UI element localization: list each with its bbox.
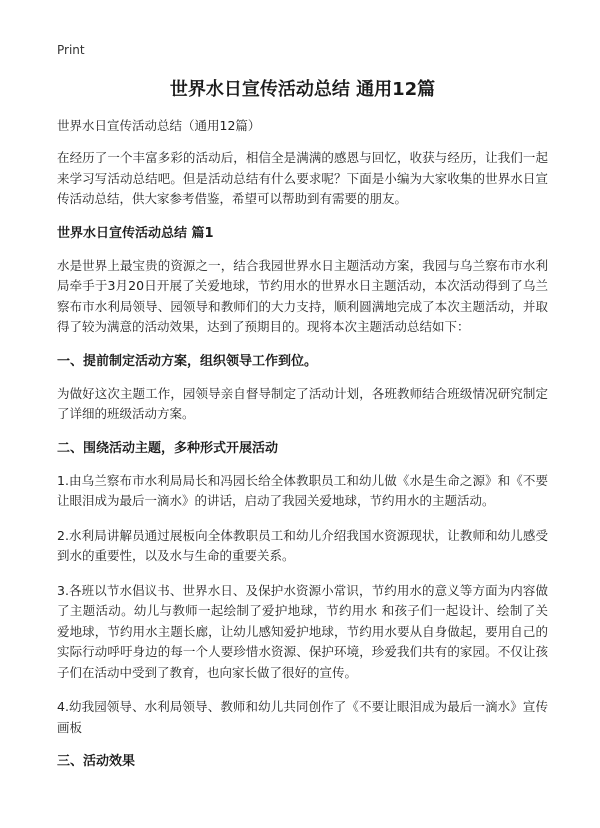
part-heading: 世界水日宣传活动总结 篇1 [57,225,214,241]
list-item-2: 2.水利局讲解员通过展板向全体教职员工和幼儿介绍我国水资源现状，让教师和幼儿感受到水的重要性，以及水与生命的重要关系。 [57,527,548,563]
list-item-1: 1.由乌兰察布市水利局局长和冯园长给全体教职员工和幼儿做《水是生命之源》和《不要让眼泪成为最后一滴水》的讲话，启动了我园关爱地球，节约用水的主题活动。 [57,472,548,508]
part-intro-paragraph: 水是世界上最宝贵的资源之一，结合我园世界水日主题活动方案，我园与乌兰察布市水利局牵手于3月20日开展了关爱地球，节约用水的世界水日主题活动，本次活动得到了乌兰察布市水利局领导、园领导和教师们的大力支持，顺利圆满地完成了本次主题活动，并取得了较为满意的活动效果，达到了预期目的。现将本次主题活动总结如下： [57,257,548,334]
section-2-heading: 二、围绕活动主题，多种形式开展活动 [57,440,279,456]
section-1-heading: 一、提前制定活动方案，组织领导工作到位。 [57,353,318,369]
document-title: 世界水日宣传活动总结 通用12篇 [169,79,436,100]
list-item-3: 3.各班以节水倡议书、世界水日、及保护水资源小常识，节约用水的意义等方面为内容做了主题活动。幼儿与教师一起绘制了爱护地球，节约用水 和孩子们一起设计、绘制了关爱地球，节约用水主题长廊，让幼儿感知爱护地球，节约用水要从自身做起，要用自己的实际行动呼吁身边的每一个人要珍惜水资源、保护环境，珍爱我们共有的家园。不仅让孩子们在活动中受到了教育，也向家长做了很好的宣传。 [57,582,548,680]
section-3-heading: 三、活动效果 [57,754,136,769]
intro-paragraph: 在经历了一个丰富多彩的活动后，相信全是满满的感恩与回忆，收获与经历，让我们一起来学习写活动总结吧。但是活动总结有什么要求呢？下面是小编为大家收集的世界水日宣传活动总结，供大家参考借鉴，希望可以帮助到有需要的朋友。 [57,150,548,206]
list-item-4: 4.幼我园领导、水利局领导、教师和幼儿共同创作了《不要让眼泪成为最后一滴水》宣传画板 [57,699,548,735]
section-1-paragraph: 为做好这次主题工作，园领导亲自督导制定了活动计划，各班教师结合班级情况研究制定了详细的班级活动方案。 [57,385,548,421]
print-link[interactable]: Print [57,43,85,57]
document-subtitle: 世界水日宣传活动总结（通用12篇） [57,118,261,133]
